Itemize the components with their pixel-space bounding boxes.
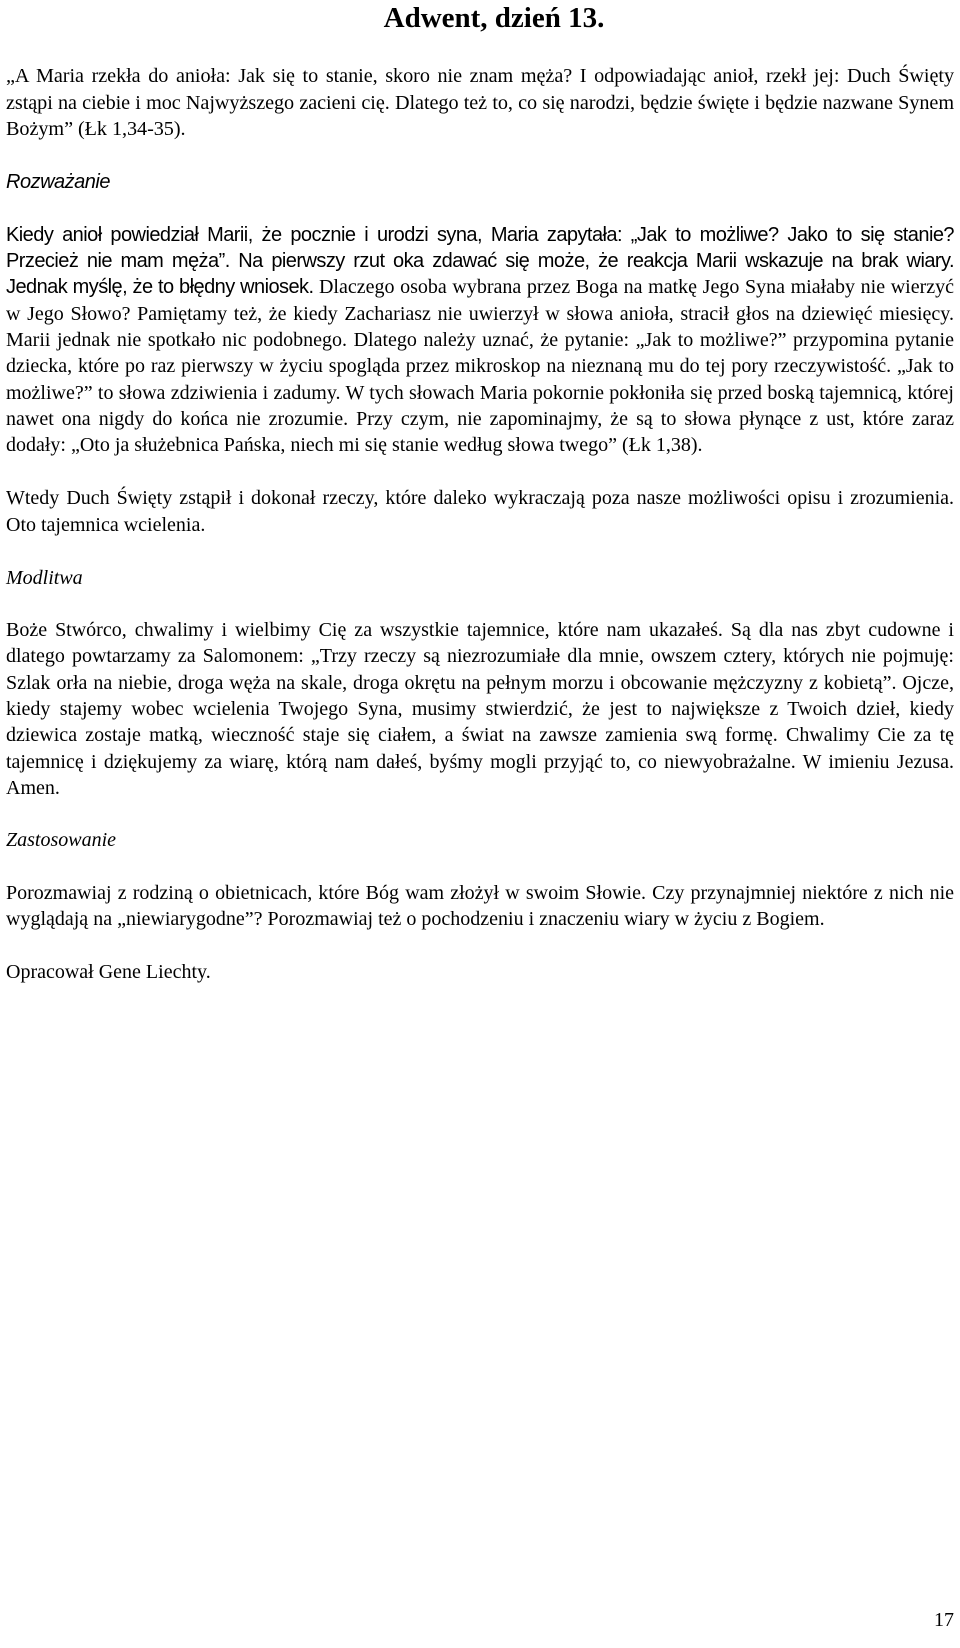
reflection-text-part1: Kiedy anioł powiedział Marii, że pocznie i urodzi syna, Maria zapytała: „Jak to możliwe? Jako to się stanie? Przecież nie mam męża”. Na pierwszy rzut oka zdawać się może, że reakcja Marii wskazuje na brak wiary. Jednak myślę, że to błędny wniosek. [6, 223, 954, 299]
page-number: 17 [934, 1609, 954, 1631]
prayer-paragraph: Boże Stwórco, chwalimy i wielbimy Cię za wszystkie tajemnice, które nam ukazałeś. Są dla nas zbyt cudowne i dlatego powtarzamy za Salomonem: „Trzy rzeczy są niezrozumiałe dla mnie, owszem cztery, których nie pojmuję: Szlak orła na niebie, droga węża na skale, droga okrętu na pełnym morzu i obcowanie mężczyzny z kobietą”. Ojcze, kiedy stajemy wobec wcielenia Twojego Syna, musimy stwierdzić, że jest to największe z Twoich dzieł, kiedy dziewica zostaje matką, wieczność staje się ciałem, a świat na zawsze zamienia swą formę. Chwalimy Cie za tę tajemnicę i dziękujemy za wiarę, którą nam dałeś, byśmy mogli przyjąć to, co niewyobrażalne. W imieniu Jezusa. Amen. [6, 619, 954, 799]
reflection-paragraph [6, 222, 954, 459]
document-page [6, 0, 954, 1648]
application-paragraph: Porozmawiaj z rodziną o obietnicach, które Bóg wam złożył w swoim Słowie. Czy przynajmniej niektóre z nich nie wyglądają na „niewiarygodne”? Porozmawiaj też o pochodzeniu i znaczeniu wiary w życiu z Bogiem. [6, 882, 954, 931]
reflection-text-part3: W tych słowach Maria pokornie pokłoniła się przed boską tajemnicą, której nawet ona nigdy do końca nie zrozumie. Przy czym, nie zapominajmy, że są to słowa płynące z ust, które zaraz dodały: „Oto ja służebnica Pańska, niech mi się stanie według słowa twego” (Łk 1,38). [6, 381, 954, 457]
reflection-text-part2: Dlaczego osoba wybrana przez Boga na matkę Jego Syna miałaby nie wierzyć w Jego Słowo? Pamiętamy też, że kiedy Zachariasz nie uwierzył w słowa anioła, stracił głos na dziewięć miesięcy. Marii jednak nie spotkało nic podobnego. Dlatego należy uznać, że pytanie: „Jak to możliwe?” przypomina pytanie dziecka, które po raz pierwszy w życiu spogląda przez mikroskop na nieznaną mu do tej pory rzeczywistość. „Jak to możliwe?” to słowa zdziwienia i zadumy. [6, 276, 955, 404]
reflection-paragraph-2: Wtedy Duch Święty zstąpił i dokonał rzeczy, które daleko wykraczają poza nasze możliwości opisu i zrozumienia. Oto tajemnica wcielenia. [6, 487, 954, 536]
application-heading: Zastosowanie [6, 829, 117, 852]
scripture-quote: „A Maria rzekła do anioła: Jak się to stanie, skoro nie znam męża? I odpowiadając anioł, rzekł jej: Duch Święty zstąpi na ciebie i moc Najwyższego zacieni cię. Dlatego też to, co się narodzi, będzie święte i będzie nazwane Synem Bożym” (Łk 1,34-35). [6, 65, 954, 141]
signature: Opracował Gene Liechty. [6, 960, 211, 983]
page-title: Adwent, dzień 13. [383, 2, 605, 34]
prayer-heading: Modlitwa [6, 567, 83, 590]
reflection-heading: Rozważanie [6, 170, 110, 193]
